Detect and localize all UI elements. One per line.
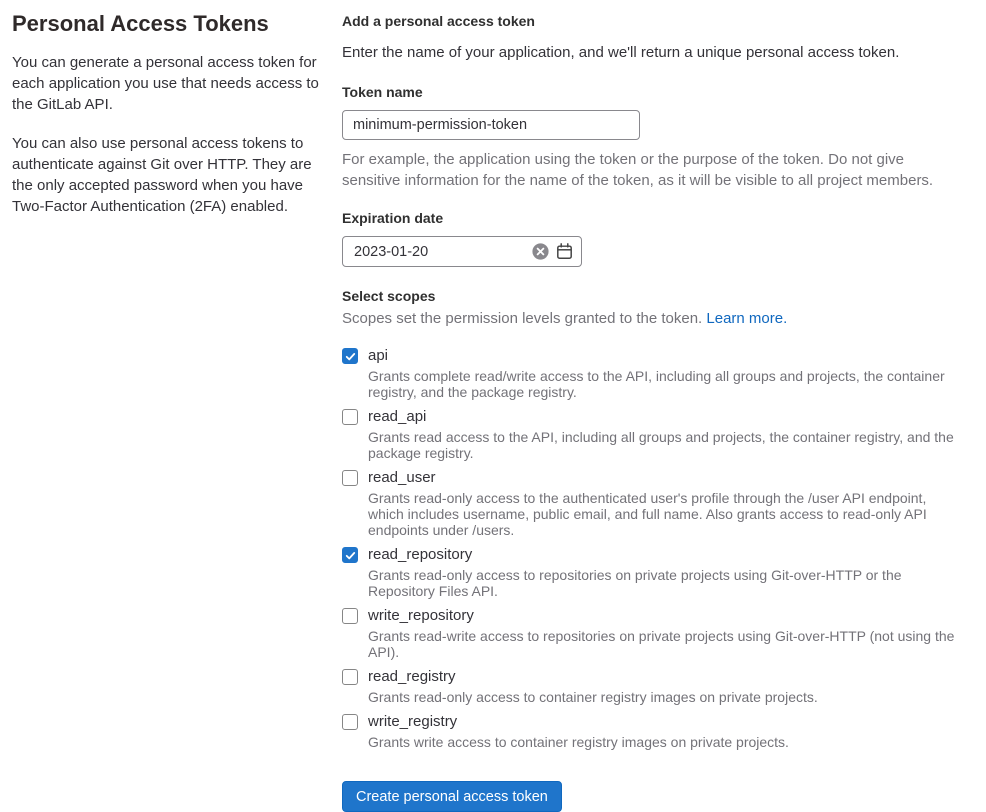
scope-checkbox-read_registry[interactable] xyxy=(342,669,358,685)
scope-description: Grants write access to container registry images on private projects. xyxy=(368,734,789,750)
scope-item-api xyxy=(342,346,963,400)
scope-description: Grants read access to the API, including all groups and projects, the container registry, and the package registry. xyxy=(368,429,954,461)
create-token-button[interactable]: Create personal access token xyxy=(342,781,562,812)
scope-checkbox-read_repository[interactable] xyxy=(342,547,358,563)
page-title: Personal Access Tokens xyxy=(12,11,269,36)
scope-label[interactable]: read_api xyxy=(368,408,427,425)
scope-checkbox-read_user[interactable] xyxy=(342,470,358,486)
scope-item-write_repository xyxy=(342,606,963,660)
token-name-group xyxy=(342,84,963,191)
expiration-date-label: Expiration date xyxy=(342,210,444,226)
check-icon xyxy=(345,351,356,362)
clear-date-button[interactable] xyxy=(532,243,549,260)
scope-label[interactable]: write_repository xyxy=(368,607,474,624)
scope-checkbox-write_repository[interactable] xyxy=(342,608,358,624)
expiration-date-input[interactable] xyxy=(343,237,532,266)
learn-more-link[interactable]: Learn more. xyxy=(706,310,788,327)
token-name-help: For example, the application using the token or the purpose of the token. Do not give sensitive information for the name of the token, as it will be visible to all project members. xyxy=(342,151,934,189)
clear-circle-icon xyxy=(532,243,549,260)
scope-label[interactable]: read_user xyxy=(368,469,436,486)
scope-item-read_registry xyxy=(342,667,963,705)
scope-checkbox-write_registry[interactable] xyxy=(342,714,358,730)
scope-description: Grants complete read/write access to the API, including all groups and projects, the container registry, and the package registry. xyxy=(368,368,945,400)
scope-description: Grants read-only access to repositories on private projects using Git-over-HTTP or the Repository Files API. xyxy=(368,567,902,599)
check-icon xyxy=(345,550,356,561)
page-description-1: You can generate a personal access token for each application you use that needs access to the GitLab API. xyxy=(12,54,319,113)
scope-item-read_api xyxy=(342,407,963,461)
page-description-2: You can also use personal access tokens to authenticate against Git over HTTP. They are the only accepted password when you have Two-Factor Authentication (2FA) enabled. xyxy=(12,135,312,215)
calendar-icon[interactable] xyxy=(556,243,573,260)
expiration-date-field[interactable] xyxy=(342,236,582,267)
scope-item-read_user xyxy=(342,468,963,538)
scopes-hint-text: Scopes set the permission levels granted to the token. xyxy=(342,310,703,327)
scope-description: Grants read-only access to the authenticated user's profile through the /user API endpoint, which includes username, public email, and full name. Also grants access to read-only API endpoints under /users. xyxy=(368,490,927,538)
settings-section-intro xyxy=(12,11,330,812)
scope-description: Grants read-only access to container registry images on private projects. xyxy=(368,689,818,705)
token-name-label: Token name xyxy=(342,84,423,100)
scopes-list xyxy=(342,346,963,750)
select-scopes-label: Select scopes xyxy=(342,288,436,304)
scope-label[interactable]: read_repository xyxy=(368,546,473,563)
form-intro: Enter the name of your application, and we'll return a unique personal access token. xyxy=(342,44,900,61)
scope-label[interactable]: write_registry xyxy=(368,713,458,730)
add-token-form xyxy=(342,11,963,812)
scope-description: Grants read-write access to repositories on private projects using Git-over-HTTP (not using the API). xyxy=(368,628,955,660)
scope-item-write_registry xyxy=(342,712,963,750)
form-heading: Add a personal access token xyxy=(342,13,535,29)
select-scopes-group xyxy=(342,288,963,750)
expiration-date-group xyxy=(342,210,963,267)
scope-label[interactable]: read_registry xyxy=(368,668,456,685)
scope-checkbox-read_api[interactable] xyxy=(342,409,358,425)
scope-checkbox-api[interactable] xyxy=(342,348,358,364)
token-name-input[interactable] xyxy=(342,110,640,140)
scope-item-read_repository xyxy=(342,545,963,599)
scope-label[interactable]: api xyxy=(368,347,389,364)
scopes-hint xyxy=(342,310,963,327)
